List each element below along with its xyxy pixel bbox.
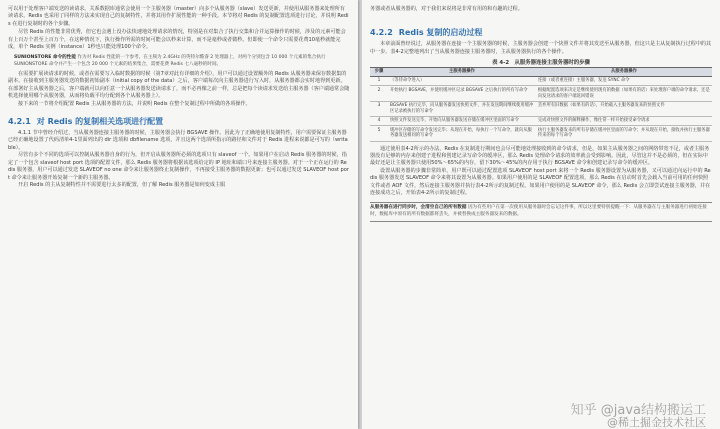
master-action: （等待命令进入） [388, 76, 536, 86]
left-paragraph-3: 在需要扩展读请求的时候，或者在需要写入临时数据的时候（第7章对此有详细的介绍），用户可以通过设置额外的 Redis 从服务器来保存数据集的副本。在接收到主服务器发送的数据初始副本（initial copy of the data）之后，客户端每次向主服务器进行写入时，从服务器都会实时地得到更新。在部署好主从服务器之后，客户端就可以向任意一个从服务器发送读请求了，而不必再像之前一样，总是把每个读请求发送给主服务器（客户端通常会随机选择使用哪个从服务器，从而将负载平均分配到各个从服务器上）。 [8, 71, 350, 100]
left-paragraph-6: 尽管有多个不同的选项可以控制从服务器自身的行为，但开启从服务器所必须的选项只有 slaveof 一个。如果用户在启动 Redis 服务器的时候，指定了一个包含 slaveof host port 选项的配置文件，那么 Redis 服务器将根据该选项给定的 IP 地址和端口号来连接主服务器。对于一个正在运行的 Redis 服务器，用户可以通过发送 SLAVEOF no one 命令来让服务器终止复制操作，不再接受主服务器的数据更新；也可以通过发送 SLAVEOF host port 命令来让服务器开始复制一个新的主服务器。 [8, 152, 349, 181]
header-master: 主服务器操作 [388, 68, 536, 77]
slave-action: 丢弃所有旧数据（如果有的话），开始载入主服务器发来的快照文件 [536, 101, 712, 116]
master-action: 快照文件发送完毕，开始向从服务器发送存储在缓冲区里面的写命令 [388, 116, 536, 126]
note-label: SUNIONSTORE 命令的性能 [14, 55, 76, 61]
slave-action: 执行主服务器发来的所有存储在缓冲区里面的写命令；并从现在开始，接收并执行主服务器传来的每个写命令 [536, 126, 712, 141]
header-slave: 从服务器操作 [536, 68, 712, 77]
section-heading-4-2-2 [370, 27, 712, 39]
table-caption: 表 4-2 从服务器连接主服务器时的步骤 [492, 60, 590, 67]
section-number: 4.2.1 [8, 117, 31, 127]
step-number: 3 [370, 101, 388, 116]
right-paragraph-2: 通过使用表4-2所示的办法，Redis 在复制进行期间也会尽可能地处理接收到的命令请求，但是，如果主从服务器之间的网络带宽不足，或者主服务器没有足够的内存来创建子进程和创建记录写命令的缓冲区，那么 Redis 处理命令请求的效率就会受到影响。因此，尽管这并不是必须的，但在实际中最好还是让主服务器只使用50%～65%的内存，留下30%～45%的内存用于执行 BGSAVE 命令和创建记录写命令的缓冲区。 [370, 145, 710, 167]
left-paragraph-7: 开启 Redis 的主从复制特性并不需要进行太多的配置，但了解 Redis 服务器是如何变成主服 [18, 181, 226, 188]
section-title: Redis 复制的启动过程 [398, 28, 483, 38]
right-page [362, 0, 720, 429]
watermark-secondary: @稀土掘金技术社区 [607, 416, 706, 429]
warning-text: 因为有些用户在第一次使用从服务器时会忘记这件事，所以这里要特别提醒一下：从服务器在与主服务器进行初始连接时，数据库中原有的所有数据都将丢失，并被替换成主服务器发来的数据。 [370, 205, 707, 218]
replication-steps-table [370, 67, 712, 141]
right-paragraph-0: 务器或者从服务器的，对于我们来说将是非常有用的和有趣的过程。 [370, 6, 523, 12]
watermark: 知乎 @java结构搬运工 [570, 403, 706, 418]
warning-box [370, 202, 712, 222]
performance-note [8, 55, 350, 69]
master-action: BGSAVE 执行完毕，向从服务器发送快照文件，并在发送期间继续使用缓冲区记录被执行的写命令 [388, 101, 536, 116]
step-number: 5 [370, 126, 388, 141]
slave-action: 连接（或者重连接）主服务器，发送 SYNC 命令 [536, 76, 712, 86]
master-action: 缓冲区存储的写命令发送完毕；从现在开始，每执行一个写命令，就向从服务器发送相同的写命令 [388, 126, 536, 141]
slave-action: 完成对快照文件的解释操作，像往常一样开始接受命令请求 [536, 116, 712, 126]
table-row [370, 86, 712, 101]
section-number: 4.2.2 [370, 28, 393, 38]
table-row [370, 76, 712, 86]
right-paragraph-1: 本章前面曾经说过，从服务器在连接一个主服务器的时候，主服务器会创建一个快照文件并将其发送至从服务器，但这只是主从复制执行过程中的其中一步。表4-2完整地列出了当从服务器连接主服务器时，主从服务器执行的各个操作。 [370, 41, 712, 55]
step-number: 4 [370, 116, 388, 126]
warning-label: 从服务器在进行同步时，会清空自己的所有数据 [370, 205, 467, 211]
left-paragraph-2: 尽管 Redis 的性能非常优秀，但它也会遇上没办法快速地处理请求的情况，特别是在对集合了执行交集和合并运算操作的时候，涉及的元素可能会有上百万个甚至上百万个，在这种情况下，执行操作所需的时间可能会以秒来计算，而不是毫秒或者微秒。但即使一个命令只需要花费10毫秒就能完成，单个 Redis 实例（instance）1秒也只能处理100个命令。 [8, 29, 346, 51]
table-row [370, 126, 712, 141]
left-page [0, 0, 358, 429]
right-paragraph-3: 设置从服务器的步骤非常简单，用户既可以通过配置选项 SLAVEOF host port 来将一个 Redis 服务器设置为从服务器，又可以通过向运行中的 Redis 服务器发送 SLAVEOF 命令来将其设置为从服务器。如果用户使用的是 SLAVEOF 配置选项，那么 Redis 在启动时首先会载入当前可用的任何快照文件或者 AOF 文件，然后连接主服务器并执行表4-2所示的复制过程。如果用户使用的是 SLAVEOF 命令，那么 Redis 会立即尝试连接主服务器，并在连接成功之后，开始表4-2所示的复制过程。 [370, 167, 711, 196]
table-row [370, 116, 712, 126]
step-number: 1 [370, 76, 388, 86]
left-paragraph-4: 接下来的一节将介绍配置 Redis 主从服务器的方法，并说明 Redis 在整个复制过程中所做的各项操作。 [18, 100, 251, 107]
table-row [370, 101, 712, 116]
header-step: 步骤 [370, 68, 388, 77]
left-column [0, 6, 358, 189]
slave-action: 根据配置选项来决定是继续使用现有的数据（如果有的话）来处理客户端的命令请求，还是向发送请求的客户端返回错误 [536, 86, 712, 101]
master-action: 开始执行 BGSAVE，并使用缓冲区记录 BGSAVE 之后执行的所有写命令 [388, 86, 536, 101]
note-text: 作为对 Redis 性能的一个参考，在主频为 2.4GHz 的英特尔酷睿 2 处理器上，对两个分别包含 10 000 个元素的集合执行 SUNIONSTORE 命令并产生一个包含 20 000 个元素的结果集合，需要花费 Redis 七八毫秒的时间。 [14, 55, 326, 68]
section-heading-4-2-1 [8, 116, 350, 128]
left-paragraph-5: 4.1.1 节中曾经介绍过，当从服务器连接主服务器的时候，主服务器会执行 BGSAVE 操作。因此为了正确地使用复制特性，用户需要保证主服务器已经正确地设置了代码清单4-1里面列出的 dir 选项和 dbfilename 选项，并且这两个选项所指示的路径和文件对于 Redis 进程来说都是可写的（writable）。 [8, 130, 348, 151]
left-paragraph-1: 可以用于处理客户端发送的读请求。关系数据库通常会使用一个主服务器（master）向多个从服务器（slave）发送更新，并使用从服务器来处理所有读请求，Redis 也采用了同样的方法来实现自己的复制特性，并将其用作扩展性能的一种手段。本节将对 Redis 的复制配置选项进行讨论，并说明 Redis 在进行复制时的各个步骤。 [8, 6, 349, 27]
right-column [362, 6, 720, 224]
step-number: 2 [370, 86, 388, 101]
section-title: 对 Redis 的复制相关选项进行配置 [36, 117, 164, 127]
table-header-row [370, 68, 712, 77]
